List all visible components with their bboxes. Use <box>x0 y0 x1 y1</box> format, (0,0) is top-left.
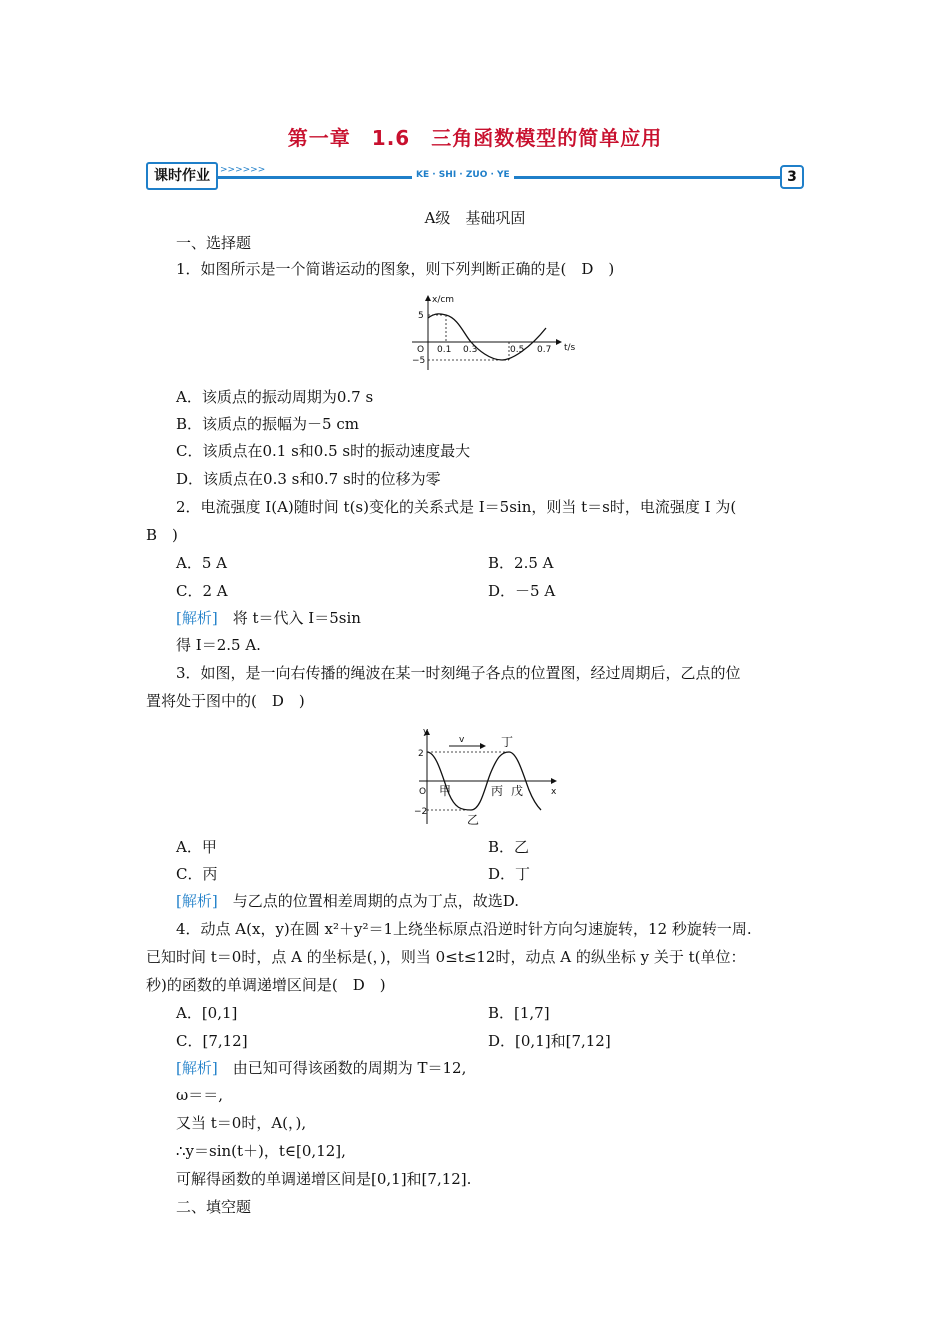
q4-explanation-line3: 又当 t＝0时，A(，), <box>176 1114 307 1132</box>
banner-arrows: >>>>>> <box>220 165 266 175</box>
q4-explanation-line4: ∴y＝sin(t＋)，t∈[0,12], <box>176 1142 346 1160</box>
q3-y-label: y <box>423 727 429 737</box>
q2-option-d: D．－5 A <box>488 582 556 600</box>
section-heading-2: 二、填空题 <box>176 1198 252 1216</box>
q4-explanation <box>176 1058 466 1078</box>
q1-origin: O <box>417 345 425 355</box>
question-4-stem: 4．动点 A(x，y)在圆 x²＋y²＝1上绕坐标原点沿逆时针方向匀速旋转，12 秒旋转一周. <box>176 920 752 938</box>
q2-option-b: B．2.5 A <box>488 554 554 572</box>
q3-option-c: C．丙 <box>176 865 218 883</box>
q1-tick-0.3: 0.3 <box>463 345 478 355</box>
question-3-stem: 3．如图，是一向右传播的绳波在某一时刻绳子各点的位置图，经过周期后，乙点的位 <box>176 664 741 682</box>
q3-point-bing: 丙 <box>491 784 504 798</box>
q1-tick-0.7: 0.7 <box>537 345 552 355</box>
q4-option-a: A．[0,1] <box>176 1004 238 1022</box>
q3-explanation-tag: [解析] <box>176 892 218 910</box>
question-3-stem-cont: 置将处于图中的( D ) <box>146 692 305 710</box>
q1-tick-0.5: 0.5 <box>510 345 525 355</box>
banner-pinyin: KE · SHI · ZUO · YE <box>412 170 514 180</box>
homework-banner <box>146 160 804 190</box>
q4-explanation-tag: [解析] <box>176 1059 218 1077</box>
q3-x-label: x <box>551 787 557 797</box>
q4-option-d: D．[0,1]和[7,12] <box>488 1032 611 1050</box>
q1-tick-0.1: 0.1 <box>437 345 452 355</box>
q1-oscillation-figure <box>406 290 581 372</box>
q3-tick-neg2: −2 <box>414 807 428 817</box>
q3-point-ding: 丁 <box>501 735 514 749</box>
q2-explanation <box>176 608 361 628</box>
q1-option-d: D．该质点在0.3 s和0.7 s时的位移为零 <box>176 470 441 488</box>
question-2-stem-cont: B ) <box>146 526 178 544</box>
q3-point-yi: 乙 <box>467 813 480 827</box>
q4-option-b: B．[1,7] <box>488 1004 550 1022</box>
banner-number: 3 <box>780 165 804 189</box>
q3-option-d: D．丁 <box>488 865 531 883</box>
q2-explanation-text: 将 t＝代入 I＝5sin <box>217 609 361 627</box>
question-4-stem-cont: 已知时间 t＝0时，点 A 的坐标是(，)，则当 0≤t≤12时，动点 A 的纵坐标 y 关于 t(单位： <box>146 948 746 966</box>
q3-v-label: v <box>459 735 465 745</box>
q2-explanation-line2: 得 I＝2.5 A. <box>176 636 261 654</box>
q1-y-pos: 5 <box>418 311 424 321</box>
q4-explanation-text: 由已知可得该函数的周期为 T＝12, <box>217 1059 467 1077</box>
q2-explanation-tag: [解析] <box>176 609 218 627</box>
q3-origin: O <box>419 787 427 797</box>
q1-option-a: A．该质点的振动周期为0.7 s <box>176 388 374 406</box>
q4-explanation-line5: 可解得函数的单调递增区间是[0,1]和[7,12]. <box>176 1170 472 1188</box>
q3-tick-2: 2 <box>418 749 424 759</box>
q1-xlabel: t/s <box>564 343 576 353</box>
q1-option-c: C．该质点在0.1 s和0.5 s时的振动速度最大 <box>176 442 471 460</box>
q1-y-neg: −5 <box>412 356 426 366</box>
q3-option-b: B．乙 <box>488 838 530 856</box>
question-4-stem-cont2: 秒)的函数的单调递增区间是( D ) <box>146 976 386 994</box>
q3-point-jia: 甲 <box>439 784 452 798</box>
q3-option-a: A．甲 <box>176 838 217 856</box>
q4-option-c: C．[7,12] <box>176 1032 248 1050</box>
q1-ylabel: x/cm <box>432 295 455 305</box>
banner-tag: 课时作业 <box>146 162 218 190</box>
q1-option-b: B．该质点的振幅为－5 cm <box>176 415 359 433</box>
q3-rope-wave-figure <box>413 724 563 828</box>
question-1-stem: 1．如图所示是一个简谐运动的图象，则下列判断正确的是( D ) <box>176 260 615 278</box>
q3-explanation-text: 与乙点的位置相差周期的点为丁点，故选D. <box>217 892 519 910</box>
level-heading: A级 基础巩固 <box>424 209 526 227</box>
q2-option-a: A．5 A <box>176 554 227 572</box>
section-heading: 一、选择题 <box>176 234 252 252</box>
q3-explanation <box>176 891 519 911</box>
q3-point-wu: 戊 <box>511 784 524 798</box>
q2-option-c: C．2 A <box>176 582 228 600</box>
question-2-stem: 2．电流强度 I(A)随时间 t(s)变化的关系式是 I＝5sin，则当 t＝s时，电流强度 I 为( <box>176 498 737 516</box>
page-title: 第一章 1.6 三角函数模型的简单应用 <box>287 126 663 150</box>
q4-explanation-line2: ω＝＝, <box>176 1086 223 1104</box>
